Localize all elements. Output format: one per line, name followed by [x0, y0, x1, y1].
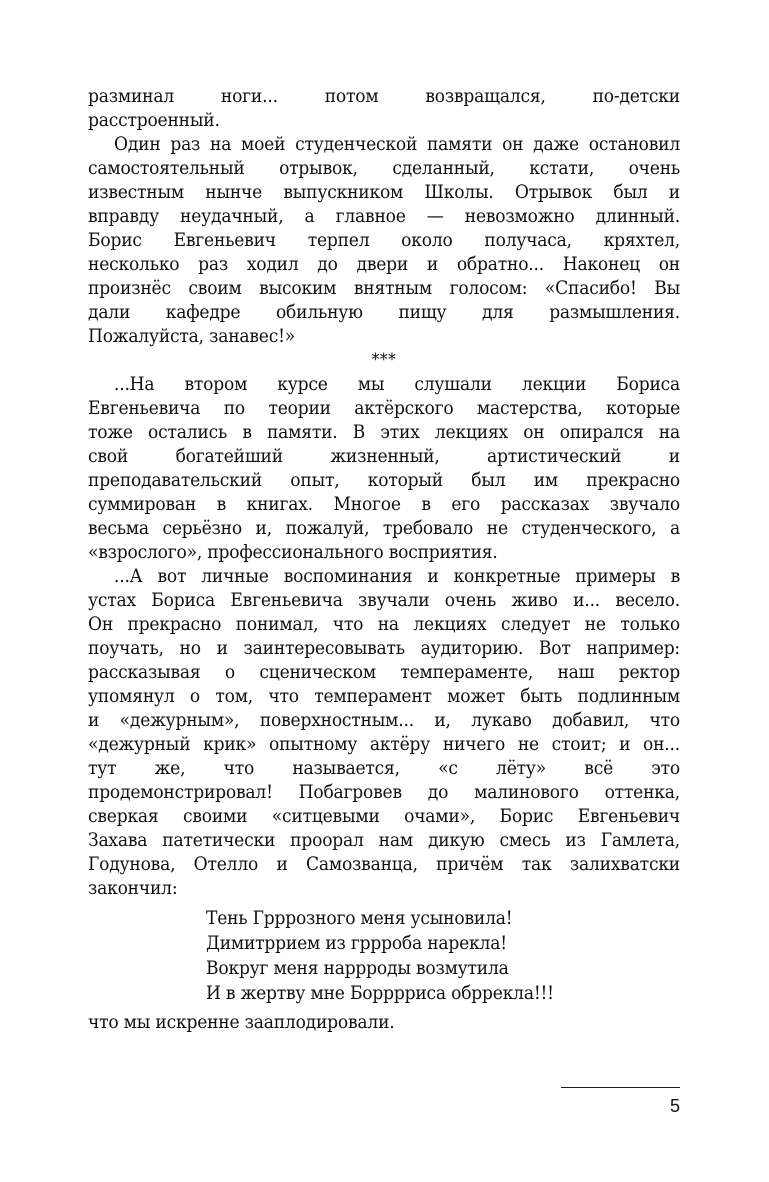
section-separator: ***: [371, 350, 397, 370]
text-line: дали кафедре обильную пищу для размышления.: [88, 301, 680, 323]
text-line: известным нынче выпускником Школы. Отрывок был и: [88, 181, 680, 203]
verse-line: Димитррием из гррроба нарекла!: [206, 932, 507, 954]
text-line: закончил:: [88, 877, 178, 899]
text-line: Захава патетически проорал нам дикую смесь из Гамлета,: [88, 829, 680, 851]
text-line: устах Бориса Евгеньевича звучали очень живо и... весело.: [88, 589, 680, 611]
text-line: самостоятельный отрывок, сделанный, кстати, очень: [88, 157, 680, 179]
text-line: поучать, но и заинтересовывать аудиторию. Вот например:: [88, 637, 680, 659]
verse-line: Тень Грррозного меня усыновила!: [206, 907, 513, 929]
footer-rule: [561, 1087, 680, 1088]
text-line: расстроенный.: [88, 109, 220, 131]
text-line: упомянул о том, что темперамент может быть подлинным: [88, 685, 680, 707]
text-line: вправду неудачный, а главное — невозможно длинный.: [88, 205, 680, 227]
text-line: ...А вот личные воспоминания и конкретные примеры в: [114, 565, 680, 587]
text-line: разминал ноги... потом возвращался, по-детски: [88, 85, 680, 107]
text-line: Борис Евгеньевич терпел около получаса, кряхтел,: [88, 229, 680, 251]
text-line: и «дежурным», поверхностным... и, лукаво добавил, что: [88, 709, 680, 731]
text-line: «дежурный крик» опытному актёру ничего не стоит; и он...: [88, 733, 680, 755]
text-line: Пожалуйста, занавес!»: [88, 325, 295, 347]
text-line: несколько раз ходил до двери и обратно... Наконец он: [88, 253, 680, 275]
text-line: Годунова, Отелло и Самозванца, причём так залихватски: [88, 853, 680, 875]
text-line: Он прекрасно понимал, что на лекциях следует не только: [88, 613, 680, 635]
verse-line: Вокруг меня наррроды возмутила: [206, 957, 509, 979]
text-line: продемонстрировал! Побагровев до малинового оттенка,: [88, 781, 680, 803]
text-line: сверкая своими «ситцевыми очами», Борис Евгеньевич: [88, 805, 680, 827]
page-body: [88, 84, 680, 1034]
text-line: Евгеньевича по теории актёрского мастерства, которые: [88, 397, 680, 419]
text-line: свой богатейший жизненный, артистический и: [88, 445, 680, 467]
text-line: тоже остались в памяти. В этих лекциях он опирался на: [88, 421, 680, 443]
page-number: 5: [669, 1096, 680, 1116]
text-line: произнёс своим высоким внятным голосом: «Спасибо! Вы: [88, 277, 680, 299]
verse-quote: [88, 906, 680, 1006]
text-line: тут же, что называется, «с лёту» всё это: [88, 757, 680, 779]
text-line: преподавательский опыт, который был им прекрасно: [88, 469, 680, 491]
text-line: «взрослого», профессионального восприятия.: [88, 541, 498, 563]
verse-line: И в жертву мне Борррриса обррекла!!!: [206, 982, 554, 1004]
text-line: рассказывая о сценическом темпераменте, наш ректор: [88, 661, 680, 683]
closing-line: что мы искренне зааплодировали.: [88, 1011, 395, 1033]
text-line: ...На втором курсе мы слушали лекции Бориса: [114, 373, 680, 395]
text-line: Один раз на моей студенческой памяти он даже остановил: [114, 133, 680, 155]
text-line: весьма серьёзно и, пожалуй, требовало не студенческого, а: [88, 517, 680, 539]
text-line: суммирован в книгах. Многое в его рассказах звучало: [88, 493, 680, 515]
